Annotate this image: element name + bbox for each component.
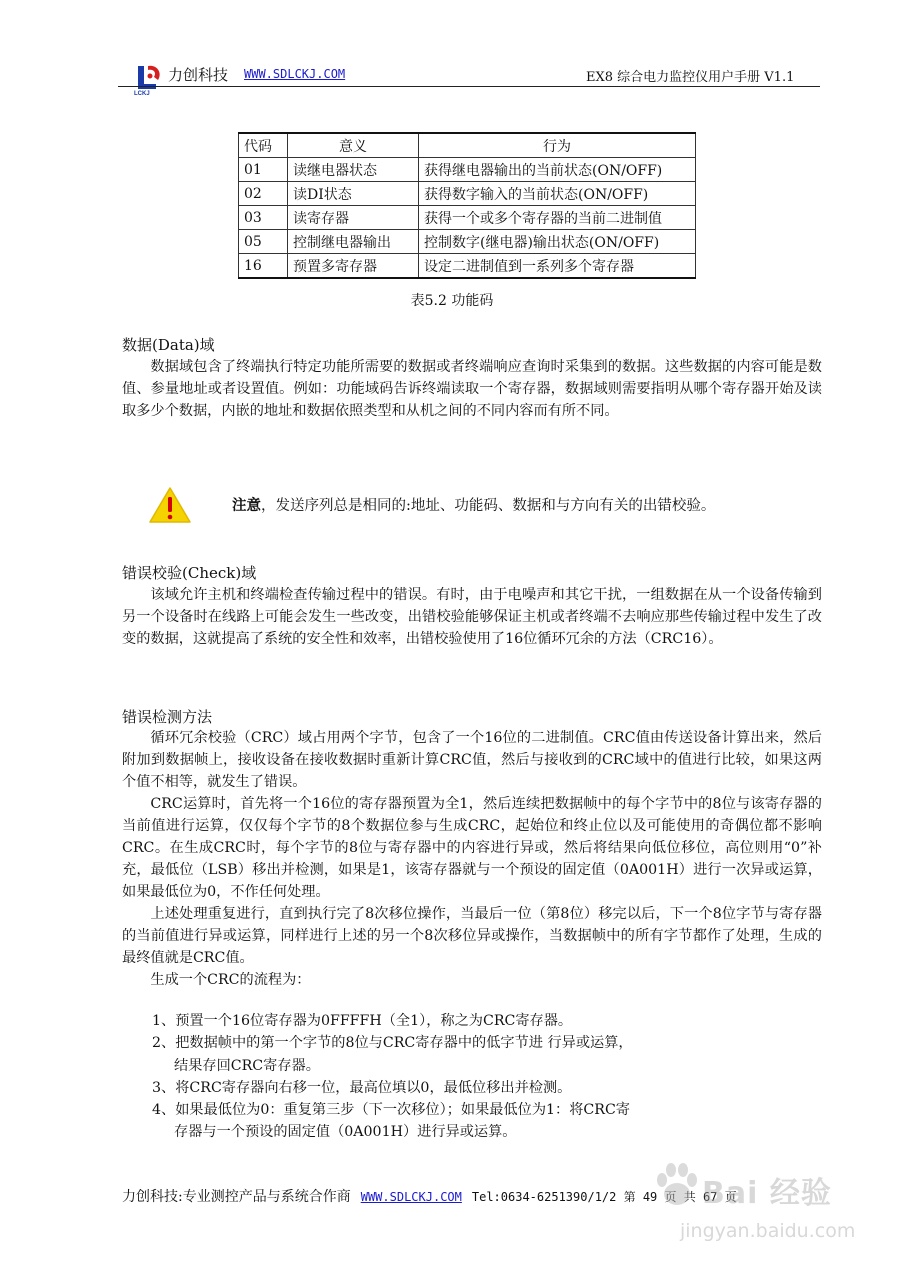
table-cell: 读寄存器 (288, 206, 419, 230)
list-item: 4、如果最低位为0：重复第三步（下一次移位）；如果最低位为1：将CRC寄 (152, 1102, 630, 1119)
table-cell: 获得数字输入的当前状态(ON/OFF) (419, 182, 696, 206)
list-item: 存器与一个预设的固定值（0A001H）进行异或运算。 (174, 1124, 517, 1141)
table-row (239, 230, 696, 254)
footer-website-link[interactable]: WWW.SDLCKJ.COM (360, 1190, 462, 1204)
data-section-heading: 数据(Data)域 (122, 336, 215, 354)
notice-label: 注意 (232, 497, 261, 514)
table-cell: 获得继电器输出的当前状态(ON/OFF) (419, 158, 696, 182)
table-header-cell: 意义 (288, 133, 419, 158)
table-caption: 表5.2 功能码 (410, 293, 494, 309)
table-cell: 02 (239, 182, 288, 206)
table-cell: 获得一个或多个寄存器的当前二进制值 (419, 206, 696, 230)
table-row (239, 206, 696, 230)
function-code-table (238, 132, 696, 279)
table-header-cell: 行为 (419, 133, 696, 158)
paragraph: 数据域包含了终端执行特定功能所需要的数据或者终端响应查询时采集到的数据。这些数据的内容可能是数值、参量地址或者设置值。例如：功能域码告诉终端读取一个寄存器，数据域则需要指明从哪个寄存器开始及读取多少个数据，内嵌的地址和数据依照类型和从机之间的不同内容而有所不同。 (122, 359, 822, 419)
company-name: 力创科技 (168, 66, 229, 84)
footer-text: 力创科技:专业测控产品与系统合作商 (122, 1189, 351, 1205)
table-cell: 读继电器状态 (288, 158, 419, 182)
footer-contact: Tel:0634-6251390/1/2 第 49 页 共 67 页 (471, 1190, 737, 1204)
warning-triangle-icon (148, 486, 192, 524)
list-item: 结果存回CRC寄存器。 (174, 1057, 320, 1074)
notice-text (232, 494, 715, 515)
table-header-cell: 代码 (239, 133, 288, 158)
list-item: 3、将CRC寄存器向右移一位，最高位填以0，最低位移出并检测。 (152, 1079, 572, 1096)
table-row (239, 158, 696, 182)
baidu-watermark (640, 1150, 890, 1270)
paragraph: CRC运算时，首先将一个16位的寄存器预置为全1，然后连续把数据帧中的每个字节中的8位与该寄存器的当前值进行运算，仅仅每个字节的8个数据位参与生成CRC，起始位和终止位以及可能使用的奇偶位都不影响CRC。在生成CRC时，每个字节的8位与寄存器中的内容进行异或，然后将结果向低位移位，高位则用“0”补充，最低位（LSB）移出并检测，如果是1，该寄存器就与一个预设的固定值（0A001H）进行一次异或运算，如果最低位为0，不作任何处理。 (122, 796, 822, 900)
lckj-logo-icon (130, 60, 166, 96)
table-cell: 设定二进制值到一系列多个寄存器 (419, 254, 696, 279)
table-cell: 预置多寄存器 (288, 254, 419, 279)
table-cell: 03 (239, 206, 288, 230)
table-cell: 控制数字(继电器)输出状态(ON/OFF) (419, 230, 696, 254)
table-cell: 控制继电器输出 (288, 230, 419, 254)
list-item: 1、预置一个16位寄存器为0FFFFH（全1），称之为CRC寄存器。 (152, 1013, 573, 1029)
manual-title: EX8 综合电力监控仪用户手册 V1.1 (586, 70, 795, 85)
paragraph: 生成一个CRC的流程为： (150, 972, 311, 988)
table-cell: 16 (239, 254, 288, 279)
table-row (239, 254, 696, 279)
data-section-body (122, 356, 822, 422)
crc-steps-list (152, 1010, 633, 1144)
header-divider (118, 86, 820, 87)
detect-section-heading: 错误检测方法 (122, 708, 213, 726)
paw-icon (652, 1160, 702, 1210)
watermark-url: jingyan.baidu.com (680, 1220, 856, 1242)
table-cell: 01 (239, 158, 288, 182)
check-section-body (122, 584, 822, 650)
paragraph: 循环冗余校验（CRC）域占用两个字节，包含了一个16位的二进制值。CRC值由传送设备计算出来，然后附加到数据帧上，接收设备在接收数据时重新计算CRC值，然后与接收到的CRC域中的值进行比较，如果这两个值不相等，就发生了错误。 (122, 730, 822, 790)
paragraph: 上述处理重复进行，直到执行完了8次移位操作，当最后一位（第8位）移完以后，下一个8位字节与寄存器的当前值进行异或运算，同样进行上述的另一个8次移位异或操作，当数据帧中的所有字节都作了处理，生成的最终值就是CRC值。 (122, 906, 822, 966)
check-section-heading: 错误校验(Check)域 (122, 564, 257, 582)
logo-text: LCKJ (134, 91, 150, 96)
paragraph: 该域允许主机和终端检查传输过程中的错误。有时，由于电噪声和其它干扰，一组数据在从一个设备传输到另一个设备时在线路上可能会发生一些改变，出错校验能够保证主机或者终端不去响应那些传输过程中发生了改变的数据，这就提高了系统的安全性和效率，出错校验使用了16位循环冗余的方法（CRC16）。 (122, 587, 822, 647)
list-item: 2、把数据帧中的第一个字节的8位与CRC寄存器中的低字节进 行异或运算， (152, 1035, 633, 1052)
table-header-row (239, 133, 696, 158)
table-cell: 读DI状态 (288, 182, 419, 206)
detect-section-body (122, 727, 822, 991)
header-website-link[interactable]: WWW.SDLCKJ.COM (244, 67, 346, 81)
watermark-brand: Bai 经验 (702, 1176, 832, 1211)
notice-body: ，发送序列总是相同的:地址、功能码、数据和与方向有关的出错校验。 (261, 498, 716, 514)
table-row (239, 182, 696, 206)
table-cell: 05 (239, 230, 288, 254)
